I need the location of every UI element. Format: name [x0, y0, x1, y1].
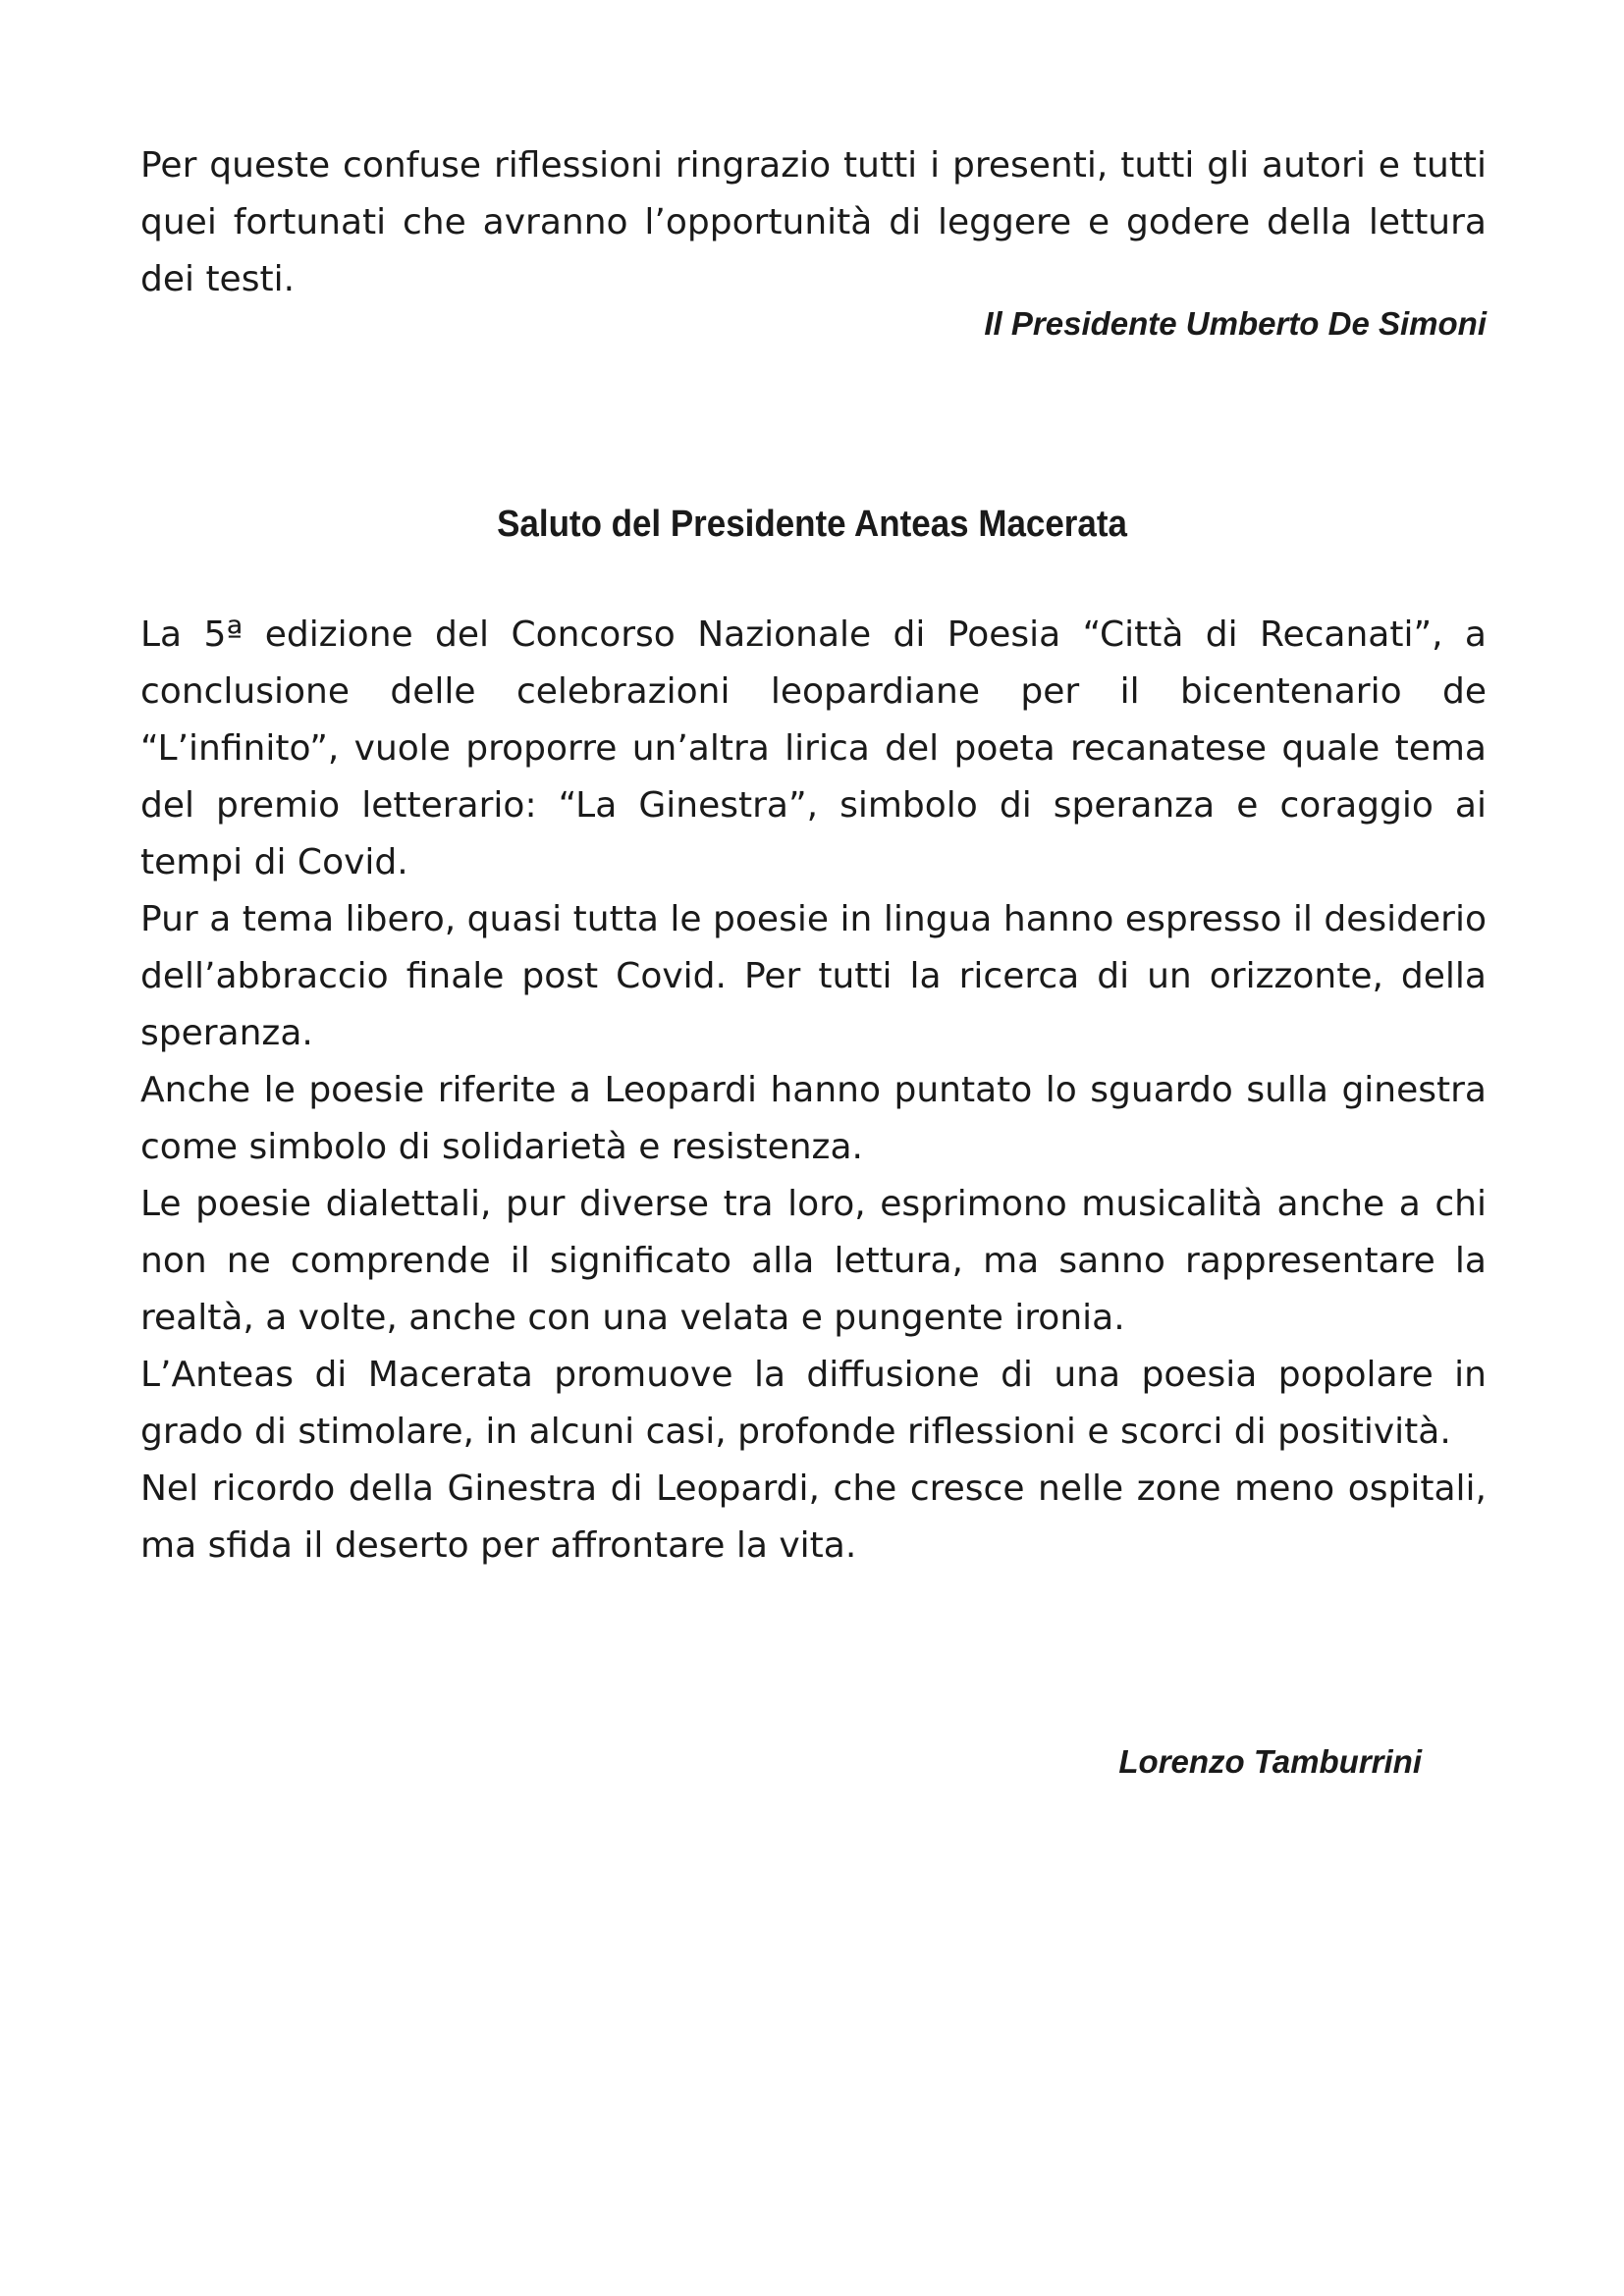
- body-paragraph-5: L’Anteas di Macerata promuove la diffusione di una poesia popolare in grado di stimolare, in alcuni casi, profonde riflessioni e scorci di positività.: [140, 1355, 1487, 1452]
- body-paragraph-1: La 5ª edizione del Concorso Nazionale di Poesia “Città di Recanati”, a conclusione delle celebrazioni leopardiane per il bicentenario de “L’infinito”, vuole proporre un’altra lirica del poeta recanatese quale tema del premio letterario: “La Ginestra”, simbolo di speranza e coraggio ai tempi di Covid.: [140, 614, 1487, 882]
- section-title: Saluto del Presidente Anteas Macerata: [497, 504, 1127, 545]
- intro-signature: Il Presidente Umberto De Simoni: [984, 305, 1487, 342]
- body-paragraph-6: Nel ricordo della Ginestra di Leopardi, che cresce nelle zone meno ospitali, ma sfida il deserto per affrontare la vita.: [140, 1468, 1487, 1566]
- body-paragraph-3: Anche le poesie riferite a Leopardi hanno puntato lo sguardo sulla ginestra come simbolo di solidarietà e resistenza.: [140, 1070, 1487, 1167]
- body-paragraph-2: Pur a tema libero, quasi tutta le poesie in lingua hanno espresso il desiderio dell’abbraccio finale post Covid. Per tutti la ricerca di un orizzonte, della speranza.: [140, 899, 1487, 1053]
- body-paragraph-4: Le poesie dialettali, pur diverse tra loro, esprimono musicalità anche a chi non ne comprende il significato alla lettura, ma sanno rappresentare la realtà, a volte, anche con una velata e pungente ironia.: [140, 1184, 1487, 1338]
- intro-paragraph: Per queste confuse riflessioni ringrazio tutti i presenti, tutti gli autori e tutti quei fortunati che avranno l’opportunità di leggere e godere della lettura dei testi.: [140, 145, 1487, 299]
- intro-section: [140, 137, 1487, 308]
- section-body: [140, 607, 1487, 1575]
- section-signature: Lorenzo Tamburrini: [1118, 1743, 1422, 1780]
